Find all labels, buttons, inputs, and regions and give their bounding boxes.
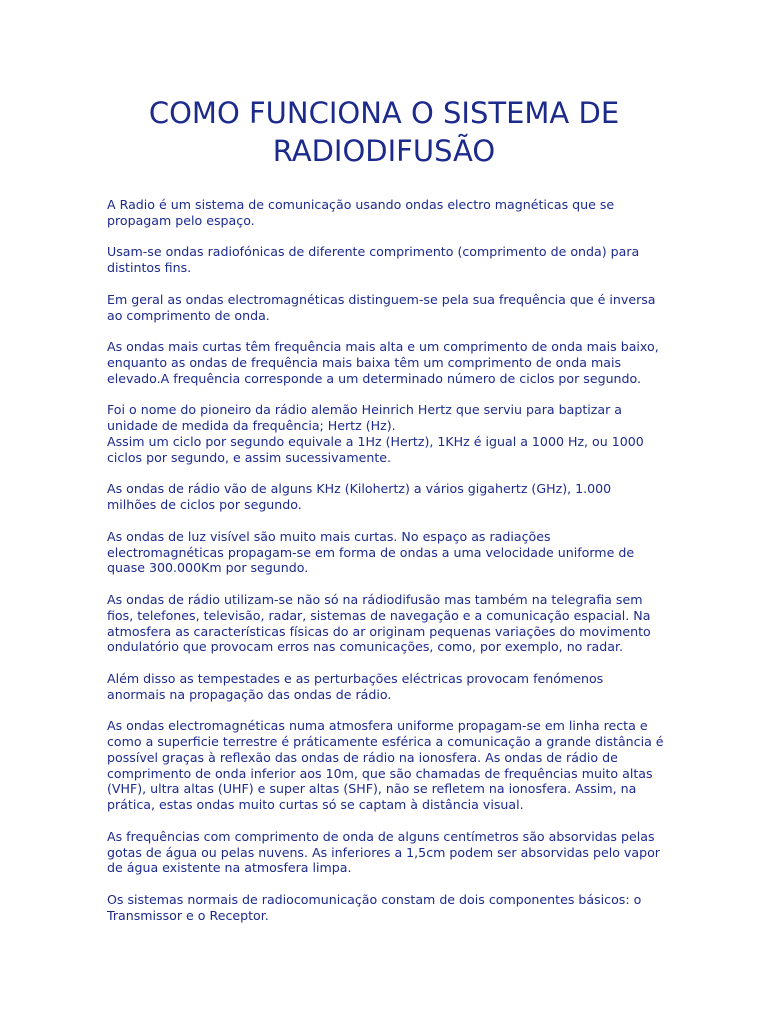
paragraph-visible-light: As ondas de luz visível são muito mais curtas. No espaço as radiações electromagnéticas propagam-se em forma de ondas a uma velocidade uniforme de quase 300.000Km por segundo. — [107, 528, 635, 576]
paragraph-storms: Além disso as tempestades e as perturbações eléctricas provocam fenómenos anormais na propagação das ondas de rádio. — [107, 670, 604, 702]
paragraph-short-waves: As ondas mais curtas têm frequência mais alta e um comprimento de onda mais baixo, enquanto as ondas de frequência mais baixa têm um comprimento de onda mais elevado.A frequência corresponde a um determinado número de ciclos por segundo. — [107, 339, 659, 386]
paragraph-hertz: Foi o nome do pioneiro da rádio alemão Heinrich Hertz que serviu para baptizar a unidade de medida da frequência; Hertz (Hz). Assim um ciclo por segundo equivale a 1Hz (Hertz), 1KHz é igual a 1000 Hz, ou 1000 ciclos por segundo, e assim sucessivamente. — [107, 402, 644, 465]
paragraph-radio-range: As ondas de rádio vão de alguns KHz (Kilohertz) a vários gigahertz (GHz), 1.000 milhões de ciclos por segundo. — [107, 481, 612, 513]
document-title: COMO FUNCIONA O SISTEMA DE RADIODIFUSÃO — [148, 96, 620, 168]
paragraph-components: Os sistemas normais de radiocomunicação constam de dois componentes básicos: o Transmissor e o Receptor. — [107, 892, 642, 923]
paragraph-ionosphere: As ondas electromagnéticas numa atmosfera uniforme propagam-se em linha recta e como a superficie terrestre é práticamente esférica a comunicação a grande distância é possível graças à reflexão das ondas de rádio na ionosfera. As ondas de rádio de comprimento de onda inferior aos 10m, que são chamadas de frequências muito altas (VHF), ultra altas (UHF) e super altas (SHF), não se refletem na ionosfera. Assim, na prática, estas ondas muito curtas só se captam à distância visual. — [107, 718, 664, 813]
paragraph-frequency-inverse: Em geral as ondas electromagnéticas distinguem-se pela sua frequência que é inversa ao comprimento de onda. — [107, 291, 656, 323]
paragraph-uses: As ondas de rádio utilizam-se não só na rádiodifusão mas também na telegrafia sem fios, telefones, televisão, radar, sistemas de navegação e a comunicação espacial. Na atmosfera as características físicas do ar originam pequenas variações do movimento ondulatório que provocam erros nas comunicações, como, por exemplo, no radar. — [107, 591, 651, 655]
document-body — [107, 197, 687, 939]
paragraph-wave-lengths: Usam-se ondas radiofónicas de diferente comprimento (comprimento de onda) para distintos fins. — [107, 244, 640, 276]
paragraph-radio-definition: A Radio é um sistema de comunicação usando ondas electro magnéticas que se propagam pelo espaço. — [107, 197, 615, 228]
paragraph-absorption: As frequências com comprimento de onda de alguns centímetros são absorvidas pelas gotas de água ou pelas nuvens. As inferiores a 1,5cm podem ser absorvidas pelo vapor de água existente na atmosfera limpa. — [107, 828, 660, 876]
